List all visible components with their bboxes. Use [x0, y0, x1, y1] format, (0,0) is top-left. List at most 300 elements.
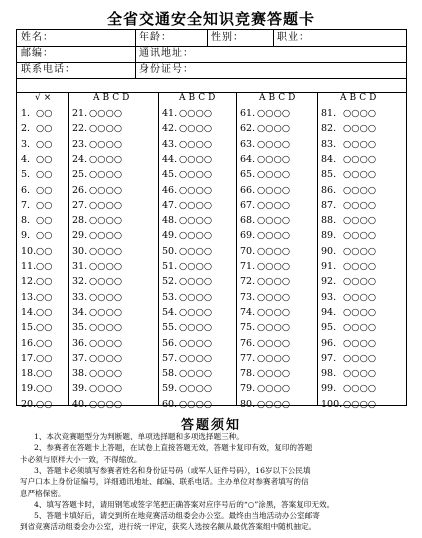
- answer-bubbles[interactable]: ○○○○: [179, 398, 213, 410]
- question-number: 81.: [321, 108, 337, 119]
- answer-row: [162, 107, 212, 121]
- question-number: 91.: [321, 261, 337, 272]
- answer-row: [72, 122, 122, 136]
- question-number: 51.: [162, 261, 178, 272]
- question-number: 2.: [21, 123, 31, 135]
- answer-row: [72, 199, 122, 213]
- question-number: 16.: [21, 337, 37, 349]
- answer-bubbles[interactable]: ○○○○: [257, 123, 291, 135]
- answer-row: [240, 306, 290, 320]
- answer-row: [321, 275, 376, 289]
- cell-divider: [135, 46, 136, 62]
- question-number: 96.: [321, 337, 337, 349]
- answer-row: [321, 138, 376, 152]
- answer-row: [321, 260, 376, 274]
- answer-row: [321, 337, 376, 351]
- answer-row: [240, 107, 290, 121]
- question-number: 47.: [162, 199, 178, 211]
- answer-bubbles[interactable]: ○○: [36, 398, 53, 410]
- answer-bubbles[interactable]: ○○○○: [179, 352, 213, 364]
- question-number: 27.: [72, 199, 88, 211]
- answer-row: [162, 199, 212, 213]
- answer-bubbles[interactable]: ○○○○: [343, 383, 377, 395]
- question-number: 26.: [72, 184, 88, 196]
- question-number: 73.: [240, 291, 256, 303]
- question-number: 58.: [162, 368, 178, 380]
- answer-bubbles[interactable]: ○○: [36, 261, 53, 272]
- question-number: 9.: [21, 230, 31, 242]
- answer-row: [321, 382, 376, 396]
- answer-bubbles[interactable]: ○○○○: [343, 138, 377, 150]
- question-number: 39.: [72, 383, 88, 395]
- answer-row: [72, 275, 122, 289]
- question-number: 86.: [321, 184, 337, 196]
- answer-bubbles[interactable]: ○○: [36, 352, 53, 364]
- question-number: 1.: [21, 108, 31, 119]
- question-number: 8.: [21, 215, 31, 227]
- answer-row: [72, 245, 122, 259]
- answer-bubbles[interactable]: ○○: [36, 368, 53, 380]
- answer-bubbles[interactable]: ○○○○: [179, 138, 213, 150]
- question-number: 70.: [240, 245, 256, 257]
- answer-bubbles[interactable]: ○○○○: [179, 383, 213, 395]
- question-number: 49.: [162, 230, 178, 242]
- answer-bubbles[interactable]: ○○○○: [89, 184, 123, 196]
- question-number: 44.: [162, 153, 178, 165]
- answer-bubbles[interactable]: ○○○○: [89, 368, 123, 380]
- question-number: 52.: [162, 276, 178, 288]
- answer-bubbles[interactable]: ○○○○: [257, 337, 291, 349]
- question-number: 42.: [162, 123, 178, 135]
- question-number: 80.: [240, 398, 256, 410]
- question-number: 64.: [240, 153, 256, 165]
- question-number: 29.: [72, 230, 88, 242]
- answer-bubbles[interactable]: ○○: [36, 123, 53, 135]
- question-number: 77.: [240, 352, 256, 364]
- question-number: 53.: [162, 291, 178, 303]
- answer-row: [21, 122, 53, 136]
- question-number: 56.: [162, 337, 178, 349]
- question-number: 6.: [21, 184, 31, 196]
- answer-row: [321, 199, 376, 213]
- answer-bubbles[interactable]: ○○○○: [89, 169, 123, 181]
- answer-bubbles[interactable]: ○○○○: [343, 352, 377, 364]
- age-field[interactable]: 年龄：: [139, 32, 172, 43]
- question-number: 48.: [162, 215, 178, 227]
- answer-row: [21, 367, 53, 381]
- question-number: 92.: [321, 276, 337, 288]
- answer-bubbles[interactable]: ○○: [36, 199, 53, 211]
- question-number: 38.: [72, 368, 88, 380]
- answer-row: [72, 214, 122, 228]
- question-number: 5.: [21, 169, 31, 181]
- answer-bubbles[interactable]: ○○: [36, 291, 53, 303]
- question-number: 35.: [72, 322, 88, 334]
- column-header: √×: [35, 93, 55, 103]
- answer-row: [162, 321, 212, 335]
- answer-bubbles[interactable]: ○○○○: [343, 108, 377, 119]
- address-field[interactable]: 通讯地址：: [139, 48, 194, 59]
- answer-bubbles[interactable]: ○○○○: [89, 383, 123, 395]
- answer-bubbles[interactable]: ○○: [36, 108, 53, 119]
- note-line: 4、填写答题卡时，请用钢笔或签字笔把正确答案对应序号后的“○”涂黑，答案复印无效。: [34, 499, 335, 509]
- answer-bubbles[interactable]: ○○○○: [179, 306, 213, 318]
- note-line: 5、答题卡填好后，请交到所在地竞赛活动组委会办公室。最终由当地活动办公室邮寄: [34, 511, 320, 521]
- question-number: 98.: [321, 368, 337, 380]
- column-divider: [68, 92, 69, 405]
- question-number: 45.: [162, 169, 178, 181]
- row-divider: [17, 46, 406, 47]
- question-number: 37.: [72, 352, 88, 364]
- answer-bubbles[interactable]: ○○○○: [179, 276, 213, 288]
- question-number: 65.: [240, 169, 256, 181]
- row-divider: [17, 62, 406, 63]
- answer-bubbles[interactable]: ○○: [36, 337, 53, 349]
- postcode-field[interactable]: 邮编：: [21, 48, 54, 59]
- column-header: ABCD: [259, 93, 299, 103]
- question-number: 46.: [162, 184, 178, 196]
- answer-row: [162, 214, 212, 228]
- answer-row: [321, 398, 376, 412]
- question-number: 60.: [162, 398, 178, 410]
- answer-row: [321, 168, 376, 182]
- answer-bubbles[interactable]: ○○○○: [89, 108, 123, 119]
- question-number: 14.: [21, 306, 37, 318]
- answer-row: [21, 337, 53, 351]
- answer-row: [21, 184, 53, 198]
- answer-row: [240, 291, 290, 305]
- answer-bubbles[interactable]: ○○○○: [179, 322, 213, 334]
- answer-bubbles[interactable]: ○○○○: [257, 245, 291, 257]
- answer-row: [72, 229, 122, 243]
- cell-divider: [207, 30, 208, 46]
- answer-bubbles[interactable]: ○○○○: [343, 291, 377, 303]
- answer-row: [162, 168, 212, 182]
- answer-bubbles[interactable]: ○○: [36, 215, 53, 227]
- answer-row: [72, 291, 122, 305]
- question-number: 19.: [21, 383, 37, 395]
- answer-row: [240, 337, 290, 351]
- column-divider: [158, 92, 159, 405]
- answer-bubbles[interactable]: ○○○○: [343, 398, 377, 410]
- answer-row: [240, 122, 290, 136]
- answer-bubbles[interactable]: ○○○○: [89, 291, 123, 303]
- answer-row: [321, 229, 376, 243]
- answer-row: [321, 321, 376, 335]
- answer-bubbles[interactable]: ○○○○: [343, 215, 377, 227]
- answer-bubbles[interactable]: ○○○○: [257, 184, 291, 196]
- answer-bubbles[interactable]: ○○○○: [343, 230, 377, 242]
- answer-bubbles[interactable]: ○○○○: [343, 169, 377, 181]
- question-number: 3.: [21, 138, 31, 150]
- column-header: ABCD: [179, 93, 219, 103]
- answer-bubbles[interactable]: ○○: [36, 322, 53, 334]
- answer-bubbles[interactable]: ○○○○: [179, 230, 213, 242]
- answer-row: [21, 168, 53, 182]
- answer-bubbles[interactable]: ○○○○: [343, 184, 377, 196]
- question-number: 68.: [240, 215, 256, 227]
- answer-row: [162, 122, 212, 136]
- answer-row: [162, 398, 212, 412]
- answer-row: [162, 153, 212, 167]
- notes-title: 答题须知: [180, 418, 241, 433]
- answer-bubbles[interactable]: ○○○○: [179, 184, 213, 196]
- question-number: 83.: [321, 138, 337, 150]
- answer-bubbles[interactable]: ○○○○: [257, 261, 291, 272]
- question-number: 78.: [240, 368, 256, 380]
- answer-bubbles[interactable]: ○○○○: [179, 169, 213, 181]
- question-number: 88.: [321, 215, 337, 227]
- answer-row: [21, 245, 53, 259]
- question-number: 41.: [162, 108, 178, 119]
- answer-row: [321, 122, 376, 136]
- answer-bubbles[interactable]: ○○○○: [257, 276, 291, 288]
- sheet-title: 全省交通安全知识竞赛答题卡: [106, 10, 315, 28]
- answer-bubbles[interactable]: ○○○○: [257, 398, 291, 410]
- answer-row: [162, 229, 212, 243]
- cell-divider: [273, 30, 274, 46]
- answer-bubbles[interactable]: ○○○○: [179, 368, 213, 380]
- answer-bubbles[interactable]: ○○○○: [257, 230, 291, 242]
- gender-field[interactable]: 性别：: [211, 32, 244, 43]
- question-number: 89.: [321, 230, 337, 242]
- answer-row: [240, 321, 290, 335]
- question-number: 54.: [162, 306, 178, 318]
- job-field[interactable]: 职业：: [277, 32, 310, 43]
- question-number: 22.: [72, 123, 88, 135]
- note-line: 息严格保密。: [20, 488, 66, 498]
- answer-bubbles[interactable]: ○○○○: [89, 261, 123, 272]
- answer-bubbles[interactable]: ○○○○: [179, 108, 213, 119]
- question-number: 25.: [72, 169, 88, 181]
- answer-row: [72, 306, 122, 320]
- question-number: 36.: [72, 337, 88, 349]
- answer-bubbles[interactable]: ○○○○: [179, 215, 213, 227]
- answer-bubbles[interactable]: ○○○○: [257, 169, 291, 181]
- question-number: 90.: [321, 245, 337, 257]
- id-number-field[interactable]: 身份证号：: [139, 64, 194, 75]
- question-number: 34.: [72, 306, 88, 318]
- answer-bubbles[interactable]: ○○○○: [89, 215, 123, 227]
- answer-bubbles[interactable]: ○○○○: [257, 199, 291, 211]
- answer-bubbles[interactable]: ○○○○: [343, 123, 377, 135]
- answer-bubbles[interactable]: ○○: [36, 138, 53, 150]
- answer-row: [321, 352, 376, 366]
- question-number: 57.: [162, 352, 178, 364]
- note-line: 写户口本上身份证编号，详细通讯地址、邮编、联系电话。主办单位对参赛者填写的信: [20, 477, 309, 487]
- answer-bubbles[interactable]: ○○○○: [179, 199, 213, 211]
- question-number: 43.: [162, 138, 178, 150]
- answer-bubbles[interactable]: ○○○○: [343, 368, 377, 380]
- note-line: 2、参赛者在答题卡上答题，在试卷上直接答题无效，答题卡复印有效，复印的答题: [34, 443, 313, 453]
- question-number: 50.: [162, 245, 178, 257]
- answer-bubbles[interactable]: ○○○○: [257, 368, 291, 380]
- answer-bubbles[interactable]: ○○○○: [89, 337, 123, 349]
- answer-row: [21, 199, 53, 213]
- question-number: 10.: [21, 245, 37, 257]
- question-number: 7.: [21, 199, 31, 211]
- name-field[interactable]: 姓名：: [21, 32, 54, 43]
- question-number: 18.: [21, 368, 37, 380]
- answer-row: [21, 275, 53, 289]
- answer-row: [321, 153, 376, 167]
- question-number: 33.: [72, 291, 88, 303]
- answer-row: [21, 153, 53, 167]
- answer-bubbles[interactable]: ○○○○: [89, 199, 123, 211]
- answer-row: [240, 352, 290, 366]
- answer-bubbles[interactable]: ○○○○: [89, 306, 123, 318]
- answer-bubbles[interactable]: ○○: [36, 184, 53, 196]
- answer-bubbles[interactable]: ○○○○: [89, 352, 123, 364]
- answer-bubbles[interactable]: ○○○○: [257, 291, 291, 303]
- question-number: 71.: [240, 261, 256, 272]
- answer-bubbles[interactable]: ○○○○: [343, 276, 377, 288]
- answer-bubbles[interactable]: ○○○○: [257, 322, 291, 334]
- question-number: 15.: [21, 322, 37, 334]
- question-number: 24.: [72, 153, 88, 165]
- answer-bubbles[interactable]: ○○○○: [257, 383, 291, 395]
- answer-row: [240, 367, 290, 381]
- question-number: 93.: [321, 291, 337, 303]
- cell-divider: [135, 62, 136, 78]
- answer-row: [72, 138, 122, 152]
- answer-bubbles[interactable]: ○○○○: [89, 398, 123, 410]
- answer-row: [162, 337, 212, 351]
- answer-bubbles[interactable]: ○○○○: [343, 245, 377, 257]
- cell-divider: [135, 30, 136, 46]
- answer-bubbles[interactable]: ○○○○: [343, 306, 377, 318]
- answer-bubbles[interactable]: ○○○○: [343, 337, 377, 349]
- answer-bubbles[interactable]: ○○○○: [89, 153, 123, 165]
- answer-bubbles[interactable]: ○○: [36, 169, 53, 181]
- answer-bubbles[interactable]: ○○○○: [257, 108, 291, 119]
- question-number: 69.: [240, 230, 256, 242]
- column-divider: [317, 92, 318, 405]
- answer-row: [21, 229, 53, 243]
- answer-bubbles[interactable]: ○○○○: [89, 138, 123, 150]
- question-number: 94.: [321, 306, 337, 318]
- column-header: ABCD: [340, 93, 380, 103]
- answer-bubbles[interactable]: ○○: [36, 153, 53, 165]
- answer-bubbles[interactable]: ○○: [36, 306, 53, 318]
- answer-row: [72, 168, 122, 182]
- question-number: 12.: [21, 276, 37, 288]
- answer-row: [162, 382, 212, 396]
- question-number: 62.: [240, 123, 256, 135]
- answer-row: [72, 382, 122, 396]
- question-number: 100.: [321, 398, 343, 410]
- answer-bubbles[interactable]: ○○○○: [89, 123, 123, 135]
- answer-row: [162, 306, 212, 320]
- answer-row: [162, 291, 212, 305]
- answer-bubbles[interactable]: ○○○○: [89, 276, 123, 288]
- answer-bubbles[interactable]: ○○○○: [343, 322, 377, 334]
- answer-bubbles[interactable]: ○○○○: [343, 153, 377, 165]
- question-number: 66.: [240, 184, 256, 196]
- answer-bubbles[interactable]: ○○○○: [343, 199, 377, 211]
- question-number: 95.: [321, 322, 337, 334]
- answer-bubbles[interactable]: ○○○○: [179, 337, 213, 349]
- answer-bubbles[interactable]: ○○○○: [89, 245, 123, 257]
- question-number: 17.: [21, 352, 37, 364]
- answer-row: [162, 352, 212, 366]
- question-number: 55.: [162, 322, 178, 334]
- answer-row: [162, 275, 212, 289]
- answer-bubbles[interactable]: ○○○○: [179, 245, 213, 257]
- note-line: 到省竞赛活动组委会办公室，进行统一评定，获奖人选按名额从最优答案组中随机抽定。: [20, 522, 317, 532]
- answer-row: [21, 382, 53, 396]
- answer-bubbles[interactable]: ○○○○: [89, 230, 123, 242]
- answer-bubbles[interactable]: ○○○○: [257, 352, 291, 364]
- answer-row: [240, 260, 290, 274]
- answer-row: [162, 184, 212, 198]
- row-divider: [17, 78, 406, 79]
- question-number: 31.: [72, 261, 88, 272]
- question-number: 23.: [72, 138, 88, 150]
- answer-row: [72, 367, 122, 381]
- answer-row: [72, 107, 122, 121]
- answer-row: [240, 168, 290, 182]
- question-number: 97.: [321, 352, 337, 364]
- answer-row: [321, 367, 376, 381]
- answer-row: [240, 245, 290, 259]
- question-number: 21.: [72, 108, 88, 119]
- answer-row: [321, 214, 376, 228]
- answer-row: [72, 153, 122, 167]
- answer-bubbles[interactable]: ○○: [36, 276, 53, 288]
- column-header: ABCD: [93, 93, 133, 103]
- answer-bubbles[interactable]: ○○: [36, 230, 53, 242]
- answer-bubbles[interactable]: ○○○○: [257, 138, 291, 150]
- answer-row: [321, 306, 376, 320]
- answer-row: [162, 260, 212, 274]
- answer-bubbles[interactable]: ○○: [36, 245, 53, 257]
- answer-row: [21, 352, 53, 366]
- answer-row: [72, 398, 122, 412]
- question-number: 63.: [240, 138, 256, 150]
- question-number: 40.: [72, 398, 88, 410]
- answer-bubbles[interactable]: ○○○○: [257, 153, 291, 165]
- phone-field[interactable]: 联系电话：: [21, 64, 76, 75]
- question-number: 85.: [321, 169, 337, 181]
- answer-row: [162, 138, 212, 152]
- question-number: 32.: [72, 276, 88, 288]
- answer-row: [21, 107, 53, 121]
- question-number: 4.: [21, 153, 31, 165]
- answer-row: [21, 260, 53, 274]
- question-number: 76.: [240, 337, 256, 349]
- answer-row: [21, 291, 53, 305]
- answer-bubbles[interactable]: ○○○○: [257, 306, 291, 318]
- answer-row: [72, 321, 122, 335]
- answer-bubbles[interactable]: ○○○○: [179, 123, 213, 135]
- answer-bubbles[interactable]: ○○○○: [89, 322, 123, 334]
- answer-row: [240, 138, 290, 152]
- answer-bubbles[interactable]: ○○○○: [257, 215, 291, 227]
- question-number: 11.: [21, 261, 37, 272]
- question-number: 30.: [72, 245, 88, 257]
- answer-bubbles[interactable]: ○○○○: [179, 261, 213, 272]
- answer-bubbles[interactable]: ○○○○: [343, 261, 377, 272]
- answer-row: [72, 184, 122, 198]
- answer-bubbles[interactable]: ○○: [36, 383, 53, 395]
- answer-row: [72, 260, 122, 274]
- note-line: 1、本次竞赛题型分为判断题、单项选择题和多项选择题三种。: [34, 432, 244, 441]
- answer-bubbles[interactable]: ○○○○: [179, 153, 213, 165]
- answer-row: [240, 398, 290, 412]
- answer-row: [321, 245, 376, 259]
- answer-bubbles[interactable]: ○○○○: [179, 291, 213, 303]
